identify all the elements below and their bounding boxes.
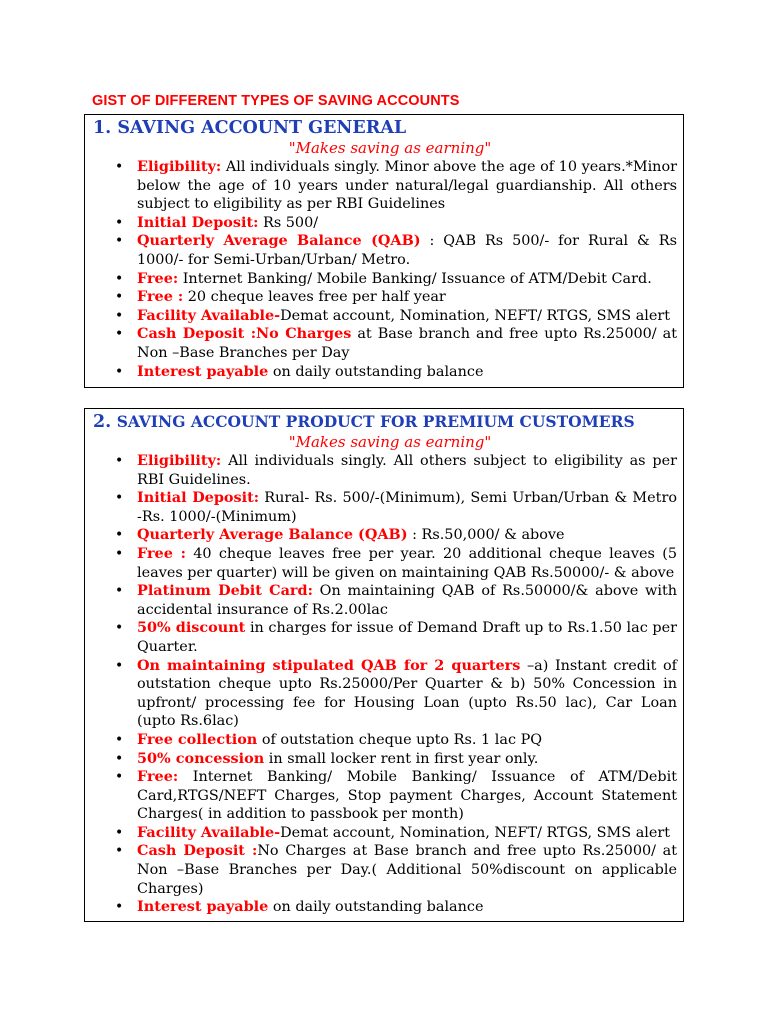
item-text: at Base branch and free upto Rs.25000/ at Non –Base Branches per Day	[137, 326, 678, 361]
list-item	[115, 842, 677, 898]
item-text: All individuals singly. Minor above the age of 10 years.*Minor below the age of 10 years under natural/legal guardianship. All others subject to eligibility as per RBI Guidelines	[137, 159, 677, 213]
bullet-icon: •	[115, 843, 124, 860]
item-label: 50% concession	[137, 749, 265, 767]
section-title	[93, 411, 677, 433]
item-label: Free :	[137, 288, 184, 306]
item-label: Facility Available-	[137, 306, 281, 324]
item-text: All individuals singly. All others subject to eligibility as per RBI Guidelines.	[137, 453, 677, 488]
list-item	[115, 582, 677, 619]
list-item	[115, 898, 677, 917]
item-text: No Charges at Base branch and free upto Rs.25000/ at Non –Base Branches per Day.( Additional 50%discount on applicable Charges)	[137, 843, 677, 897]
list-item	[115, 749, 677, 769]
list-item	[115, 619, 677, 656]
section-title-text: SAVING ACCOUNT PRODUCT FOR PREMIUM CUSTOMERS	[116, 412, 635, 431]
item-text: Demat account, Nomination, NEFT/ RTGS, SMS alert	[280, 307, 671, 324]
item-label: Interest payable	[137, 898, 269, 916]
item-label: Initial Deposit:	[137, 213, 259, 231]
bullet-icon: •	[115, 824, 124, 841]
list-item	[115, 213, 677, 233]
bullet-icon: •	[115, 657, 124, 674]
item-text: 40 cheque leaves free per year. 20 additional cheque leaves (5 leaves per quarter) will be given on maintaining QAB Rs.50000/- & above	[137, 545, 677, 581]
bullet-icon: •	[115, 527, 124, 544]
bullet-icon: •	[115, 270, 124, 287]
item-label: Free :	[137, 544, 186, 562]
bullet-icon: •	[115, 289, 124, 306]
item-label: Interest payable	[137, 362, 269, 380]
bullet-icon: •	[115, 214, 124, 231]
item-label: Platinum Debit Card:	[137, 582, 313, 600]
bullet-icon: •	[115, 307, 124, 324]
list-item	[115, 526, 677, 545]
item-text: on daily outstanding balance	[268, 899, 484, 916]
bullet-icon: •	[115, 583, 124, 600]
item-text: : QAB Rs 500/- for Rural & Rs 1000/- for Semi-Urban/Urban/ Metro.	[137, 233, 678, 268]
section-tagline: "Makes saving as earning"	[288, 433, 492, 451]
feature-list	[93, 158, 677, 381]
item-label: Cash Deposit :No Charges	[137, 325, 352, 343]
section-number: 2.	[93, 412, 112, 432]
item-text: Internet Banking/ Mobile Banking/ Issuance of ATM/Debit Card.	[178, 270, 652, 287]
item-label: Initial Deposit:	[137, 489, 260, 507]
bullet-icon: •	[115, 363, 124, 380]
bullet-icon: •	[115, 731, 124, 748]
list-item	[115, 288, 677, 307]
item-label: Free:	[137, 768, 179, 786]
bullet-icon: •	[115, 326, 124, 343]
list-item	[115, 269, 677, 289]
item-text: Rs 500/	[258, 214, 319, 231]
item-label: Free:	[137, 269, 179, 287]
list-item	[115, 306, 677, 326]
item-text: On maintaining QAB of Rs.50000/& above with accidental insurance of Rs.2.00lac	[137, 583, 677, 618]
bullet-icon: •	[115, 159, 124, 175]
item-label: Cash Deposit :	[137, 842, 258, 860]
item-label: Quarterly Average Balance (QAB)	[137, 232, 421, 250]
item-label: On maintaining stipulated QAB for 2 quarters	[137, 656, 521, 674]
item-text: on daily outstanding balance	[268, 363, 484, 380]
list-item	[115, 158, 677, 214]
list-item	[115, 362, 677, 382]
list-item	[115, 325, 678, 362]
item-text: Internet Banking/ Mobile Banking/ Issuance of ATM/Debit Card,RTGS/NEFT Charges, Stop payment Charges, Account Statement Charges( in addition to passbook per month)	[137, 769, 677, 823]
item-label: 50% discount	[137, 619, 246, 637]
list-item	[115, 489, 677, 526]
bullet-icon: •	[115, 545, 124, 562]
bullet-icon: •	[115, 453, 124, 469]
bullet-icon: •	[115, 620, 124, 637]
bullet-icon: •	[115, 750, 124, 767]
item-label: Free collection	[137, 730, 258, 748]
bullet-icon: •	[115, 490, 124, 507]
page-heading: GIST OF DIFFERENT TYPES OF SAVING ACCOUNTS	[92, 93, 460, 109]
item-text: in charges for issue of Demand Draft up to Rs.1.50 lac per Quarter.	[137, 620, 677, 655]
list-item	[115, 452, 677, 489]
section-tagline: "Makes saving as earning"	[288, 139, 492, 157]
list-item	[115, 730, 677, 750]
item-label: Eligibility:	[137, 452, 222, 469]
section-premium-customers	[84, 408, 684, 922]
item-text: in small locker rent in first year only.	[264, 750, 539, 767]
list-item	[115, 656, 677, 731]
section-title: 1. SAVING ACCOUNT GENERAL	[93, 118, 407, 138]
list-item	[115, 232, 678, 269]
item-text: : Rs.50,000/ & above	[407, 527, 565, 544]
list-item	[115, 768, 677, 824]
section-saving-account-general	[84, 114, 684, 388]
item-label: Facility Available-	[137, 823, 281, 841]
item-text: 20 cheque leaves free per half year	[183, 289, 446, 306]
item-text: Demat account, Nomination, NEFT/ RTGS, SMS alert	[280, 824, 671, 841]
list-item	[115, 544, 677, 582]
item-label: Eligibility:	[137, 158, 222, 175]
item-text: –a) Instant credit of outstation cheque upto Rs.25000/Per Quarter & b) 50% Concession in upfront/ processing fee for Housing Loan (upto Rs.50 lac), Car Loan (upto Rs.6lac)	[137, 657, 677, 730]
item-text: Rural- Rs. 500/-(Minimum), Semi Urban/Urban & Metro -Rs. 1000/-(Minimum)	[137, 490, 677, 525]
list-item	[115, 823, 677, 843]
item-label: Quarterly Average Balance (QAB)	[137, 526, 408, 544]
bullet-icon: •	[115, 769, 124, 786]
bullet-icon: •	[115, 233, 124, 250]
item-text: of outstation cheque upto Rs. 1 lac PQ	[257, 731, 543, 748]
bullet-icon: •	[115, 899, 124, 916]
feature-list	[93, 452, 677, 917]
